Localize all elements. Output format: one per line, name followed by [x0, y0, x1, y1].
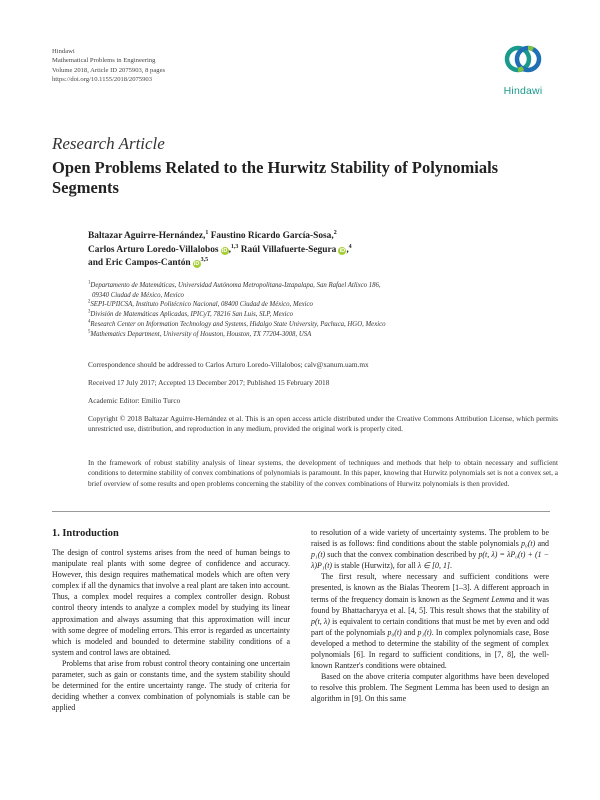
journal-name: Mathematical Problems in Engineering [52, 57, 156, 65]
orcid-icon[interactable]: iD [339, 247, 346, 254]
affiliation-item: $^4$Research Center on Information Technology and Systems, Hidalgo State University, Pachuca, HGO, Mexico [88, 319, 386, 328]
body-paragraph: The design of control systems arises from the need of human beings to manipulate real plants with some degree of confidence and accuracy. However, this design requires mathematical models which are often very complex if all the dynamics that involve a real plant are taken into account. Thus, a complex model requires a complex controller design. Robust control theory intends to analyze a complex model by studying its linear approximation and always assuming that this approximation will incur with some degree of modeling errors. This error is regarded as uncertainty which is modeled and bounded to determine stability conditions of a system and control laws are obtained. [52, 548, 290, 657]
body-paragraph: The first result, where necessary and sufficient conditions were presented, is known as the Bialas Theorem [1–3]. A different approach in terms of the frequency domain is known as the Segment Lemma and it was found by Bhattacharyya et al. [4, 5]. This result shows that the stability of p(t, λ) is equivalent to certain conditions that must be met by even and odd part of the polynomials p₀(t) and p₁(t). In complex polynomials case, Bose developed a method to determine the stability of the segment of complex polynomials [6]. In regard to sufficient conditions, in [7, 8], the well-known Rantzer's conditions were obtained. [311, 572, 549, 671]
math-inline: p(t, λ) = λP₀(t) + (1 − λ)P₁(t) [311, 550, 549, 571]
math-inline: p₁(t) [311, 550, 326, 560]
affiliations [88, 281, 558, 339]
doi-link[interactable]: https://doi.org/10.1155/2018/2075903 [52, 76, 153, 84]
author-list: Baltazar Aguirre-Hernández,$^1$ Faustino Ricardo García-Sosa,$^2$ Carlos Arturo Loredo-Villalobos iD,$^{1,3}$ Raúl Villafuerte-Segura iD,$^4$ and Eric Campos-Cantón iD$^{3,5}$ [88, 229, 352, 269]
author-name: Carlos Arturo Loredo-Villalobos [88, 244, 219, 255]
body-paragraph: Based on the above criteria computer algorithms have been developed to resolve this problem. The Segment Lemma has been used to design an algorithm in [9]. On this same [311, 672, 549, 704]
affiliation-item: $^2$SEPI-UPIICSA, Instituto Politécnico Nacional, 08400 Ciudad de México, Mexico [88, 300, 313, 309]
section-divider [52, 511, 550, 512]
affiliation-item: $^3$División de Matemáticas Aplicadas, IPICyT, 78216 San Luis, SLP, Mexico [88, 309, 293, 319]
affiliation-item: $^1$Departamento de Matemáticas, Universidad Autónoma Metropolitana-Iztapalapa, San Rafael Atlixco 186, [88, 280, 381, 289]
hindawi-logo [496, 42, 550, 97]
orcid-icon[interactable]: iD [221, 247, 228, 254]
author-conjunction: and [88, 258, 104, 269]
author-affiliation-mark: 4 [348, 243, 352, 250]
author-affiliation-mark: 2 [333, 229, 337, 236]
author-name: Baltazar Aguirre-Hernández, [88, 231, 206, 241]
body-column-right [311, 527, 549, 705]
author-name: Raúl Villafuerte-Segura [240, 244, 337, 255]
journal-info [52, 47, 165, 85]
copyright-notice: Copyright © 2018 Baltazar Aguirre-Hernández et al. This is an open access article distributed under the Creative Commons Attribution License, which permits unrestricted use, distribution, and reproduction in any medium, provided the original work is properly cited. [88, 414, 558, 434]
math-inline: p(t, λ) [311, 616, 330, 626]
received-dates: Received 17 July 2017; Accepted 13 December 2017; Published 15 February 2018 [88, 378, 330, 387]
logo-text: Hindawi [503, 85, 543, 97]
affiliation-continuation: 09340 Ciudad de México, Mexico [92, 291, 184, 299]
author-affiliation-mark: 3,5 [200, 257, 209, 264]
correspondence-line: Correspondence should be addressed to Carlos Arturo Loredo-Villalobos; calv@xanum.uam.mx [88, 360, 369, 369]
author-name: Eric Campos-Cantón [105, 258, 191, 269]
affiliation-item: $^5$Mathematics Department, University of Houston, Houston, TX 77204-3008, USA [88, 329, 312, 338]
author-name: Faustino Ricardo García-Sosa, [210, 231, 334, 241]
math-inline: p₀(t) [521, 539, 536, 549]
orcid-icon[interactable]: iD [193, 261, 200, 268]
body-column-left [52, 527, 290, 713]
hindawi-logo-icon [501, 42, 545, 82]
body-paragraph: Problems that arise from robust control theory containing one uncertain parameter, such as gain or constants time, and the system stability should be determined for the entire uncertainty range. The study of criteria for deciding whether a convex combination of polynomials is stable can be applied [52, 658, 290, 713]
math-inline: λ ∈ [0, 1] [417, 561, 450, 571]
article-type: Research Article [52, 134, 165, 153]
section-heading: 1. Introduction [52, 528, 119, 539]
body-paragraph: to resolution of a wide variety of uncertainty systems. The problem to be raised is as follows: find conditions about the stable polynomials p₀(t) and p₁(t) such that the convex combination described by p(t, λ) = λP₀(t) + (1 − λ)P₁(t) is stable (Hurwitz), for all λ ∈ [0, 1]. [311, 528, 549, 571]
abstract: In the framework of robust stability analysis of linear systems, the development of techniques and methods that help to obtain necessary and sufficient conditions to determine stability of convex combinations of polynomials is paramount. In this paper, knowing that Hurwitz polynomials set is not a convex set, a brief overview of some results and open problems concerning the stability of the convex combinations of Hurwitz polynomials is then provided. [88, 458, 558, 488]
math-inline: p₁(t) [417, 627, 432, 637]
academic-editor: Academic Editor: Emilio Turco [88, 396, 181, 405]
publisher-name: Hindawi [52, 48, 75, 55]
volume-line: Volume 2018, Article ID 2075903, 8 pages [52, 66, 166, 74]
paper-title: Open Problems Related to the Hurwitz Stability of Polynomials Segments [52, 158, 499, 197]
author-affiliation-mark: 1,3 [230, 243, 239, 250]
author-affiliation-mark: 1 [205, 229, 209, 236]
emphasis-text: Segment Lemma [462, 594, 515, 604]
math-inline: p₀(t) [387, 627, 402, 637]
